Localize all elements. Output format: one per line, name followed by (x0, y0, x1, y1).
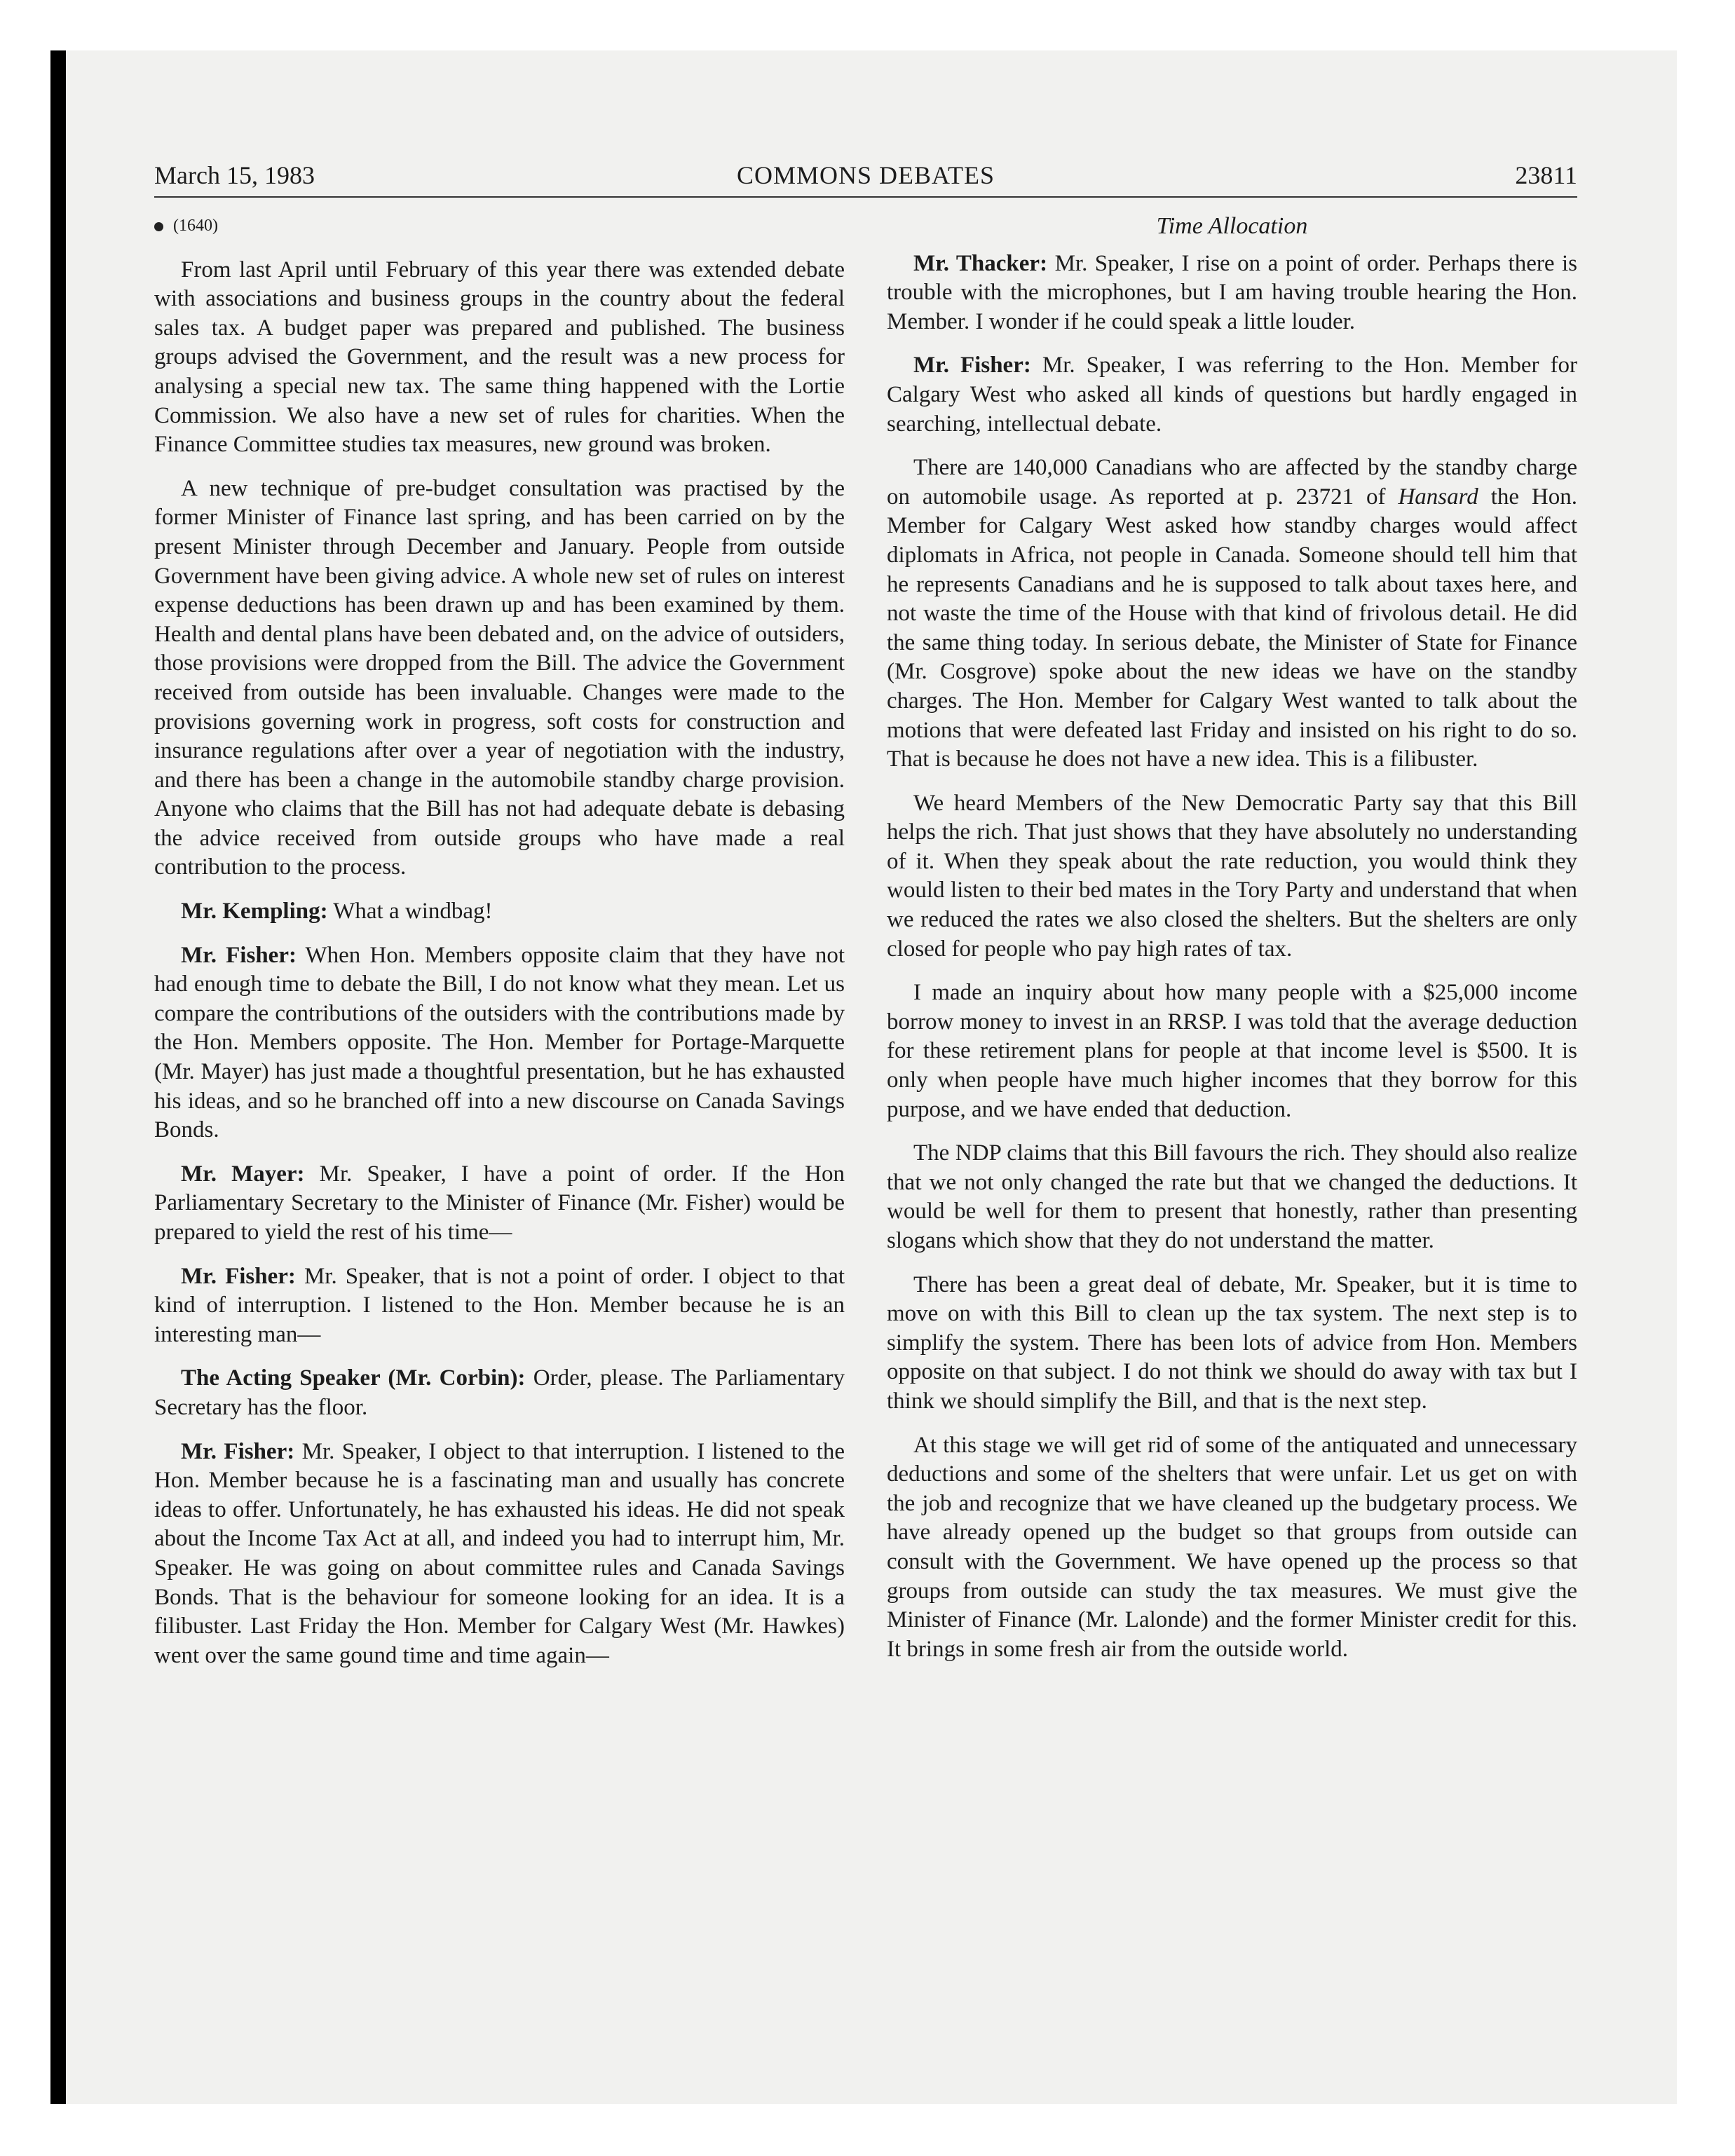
paragraph-text: Mr. Speaker, I rise on a point of order. Perhaps there is trouble with the microphones, but I am having trouble hearing the Hon. Member. I wonder if he could speak a little louder. (887, 250, 1578, 334)
paragraph (154, 1262, 845, 1350)
paragraph-text: Mr. Speaker, I have a point of order. If the Hon Parliamentary Secretary to the Minister of Finance (Mr. Fisher) would be prepared to yield the rest of his time— (154, 1161, 845, 1245)
speaker-name: Mr. Kempling: (181, 899, 328, 925)
paragraph-text: the Hon. Member for Calgary West asked how standby charges would affect diplomats in Africa, not people in Canada. Someone should tell him that he represents Canadians and he is supposed to talk about taxes here, and not waste the time of the House with that kind of frivolous detail. He did the same thing today. In serious debate, the Minister of State for Finance (Mr. Cosgrove) spoke about the new ideas we have on the standby charges. The Hon. Member for Calgary West wanted to talk about the motions that were defeated last Friday and insisted on his right to do so. That is because he does not have a new idea. This is a filibuster. (887, 484, 1578, 772)
paragraph-text: I made an inquiry about how many people with a $25,000 income borrow money to invest in an RRSP. I was told that the average deduction for these retirement plans for people at that income level is $500. It is only when people have much higher incomes that they borrow for this purpose, and we have ended that deduction. (887, 980, 1577, 1122)
paragraph (887, 1431, 1577, 1665)
paragraph-text: Order, please. The Parliamentary Secretary has the floor. (154, 1365, 845, 1420)
paragraph-text: We heard Members of the New Democratic Party say that this Bill helps the rich. That just shows that they have absolutely no understanding of it. When they speak about the rate reduction, you would think they would listen to their bed mates in the Tory Party and understand that when we reduced the rates we also closed the shelters. But the shelters are only closed for people who pay high rates of tax. (887, 790, 1577, 962)
bullet-icon (154, 222, 163, 231)
paragraph (154, 1364, 845, 1422)
paragraph-text: From last April until February of this year there was extended debate with associations and business groups in the country about the federal sales tax. A budget paper was prepared and published. The business groups advised the Government, and the result was a new process for analysing a special new tax. The same thing happened with the Lortie Commission. We also have a new set of rules for charities. When the Finance Committee studies tax measures, new ground was broken. (154, 257, 845, 458)
paragraph-text: At this stage we will get rid of some of the antiquated and unnecessary deductions and some of the shelters that were unfair. Let us get on with the job and recognize that we have cleaned up the budgetary process. We have already opened up the budget so that groups from outside can consult with the Government. We have opened up the process so that groups from outside can study the tax measures. We must give the Minister of Finance (Mr. Lalonde) and the former Minister credit for this. It brings in some fresh air from the outside world. (887, 1432, 1577, 1662)
right-column (887, 212, 1577, 1679)
speaker-name: Mr. Fisher: (913, 353, 1031, 378)
italic-title: Hansard (1398, 484, 1478, 510)
paragraph-text: Mr. Speaker, I was referring to the Hon. Member for Calgary West who asked all kinds of questions but hardly engaged in searching, intellectual debate. (887, 353, 1578, 437)
paragraph-text: A new technique of pre-budget consultation was practised by the former Minister of Finance last spring, and has been carried on by the present Minister through December and January. People from outside Government have been giving advice. A whole new set of rules on interest expense deductions has been drawn up and has been examined by them. Health and dental plans have been debated and, on the advice of outsiders, those provisions were dropped from the Bill. The advice the Government received from outside has been invaluable. Changes were made to the provisions governing work in progress, soft costs for construction and insurance regulations after over a year of negotiation with the industry, and there has been a change in the automobile standby charge provision. Anyone who claims that the Bill has not had adequate debate is debasing the advice received from outside groups who have made a real contribution to the process. (154, 475, 845, 880)
section-title: Time Allocation (1156, 213, 1308, 239)
paragraph (154, 1438, 845, 1671)
speaker-name: Mr. Fisher: (181, 1263, 296, 1289)
paragraph (887, 250, 1577, 337)
speaker-name: Mr. Mayer: (181, 1161, 305, 1187)
paragraph (887, 978, 1577, 1124)
header-date: March 15, 1983 (154, 161, 315, 189)
header-page-number: 23811 (1515, 161, 1577, 189)
speaker-name: Mr. Fisher: (181, 1438, 295, 1464)
paragraph-text: There are 140,000 Canadians who are affected by the standby charge on automobile usage. As reported at p. 23721 of (887, 455, 1577, 510)
paragraph (154, 897, 845, 927)
paragraph-text: Mr. Speaker, I object to that interruption. I listened to the Hon. Member because he is a fascinating man and usually has concrete ideas to offer. Unfortunately, he has exhausted his ideas. He did not speak about the Income Tax Act at all, and indeed you had to interrupt him, Mr. Speaker. He was going on about committee rules and Canada Savings Bonds. That is the behaviour for someone looking for an idea. It is a filibuster. Last Friday the Hon. Member for Calgary West (Mr. Hawkes) went over the same gound time and time again— (154, 1438, 845, 1668)
binding-edge (50, 50, 66, 2104)
paragraph (154, 941, 845, 1145)
running-header (154, 154, 1577, 198)
timestamp-text: (1640) (173, 217, 218, 235)
paragraph (154, 1160, 845, 1248)
left-column (154, 212, 845, 1685)
paragraph-text: Mr. Speaker, that is not a point of order. I object to that kind of interruption. I listened to the Hon. Member because he is an interesting man— (154, 1263, 845, 1347)
paragraph (887, 1139, 1577, 1255)
paragraph (887, 1271, 1577, 1417)
timestamp (154, 212, 845, 241)
paragraph-text: There has been a great deal of debate, Mr. Speaker, but it is time to move on with this Bill to clean up the tax system. The next step is to simplify the system. There has been lots of advice from Hon. Members opposite on that subject. I do not think we should do away with tax but I think we should simplify the Bill, and that is the next step. (887, 1271, 1577, 1414)
paragraph-text: What a windbag! (333, 899, 493, 925)
paragraph-text: The NDP claims that this Bill favours the rich. They should also realize that we not only changed the rate but that we changed the deductions. It would be well for them to present that honestly, rather than presenting slogans which show that they do not understand the matter. (887, 1140, 1577, 1253)
paragraph (887, 453, 1577, 775)
speaker-name: The Acting Speaker (Mr. Corbin): (181, 1365, 526, 1391)
paragraph (154, 256, 845, 460)
header-title: COMMONS DEBATES (736, 161, 995, 189)
speaker-name: Mr. Thacker: (913, 250, 1048, 276)
paragraph (154, 475, 845, 882)
speaker-name: Mr. Fisher: (181, 942, 297, 968)
paragraph (887, 789, 1577, 964)
paragraph (887, 351, 1577, 439)
scanned-page (50, 50, 1677, 2104)
paragraph-text: When Hon. Members opposite claim that they have not had enough time to debate the Bill, I do not know what they mean. Let us compare the contributions of the outsiders with the contributions made by the Hon. Members opposite. The Hon. Member for Portage-Marquette (Mr. Mayer) has just made a thoughtful presentation, but he has exhausted his ideas, and so he branched off into a new discourse on Canada Savings Bonds. (154, 942, 845, 1143)
